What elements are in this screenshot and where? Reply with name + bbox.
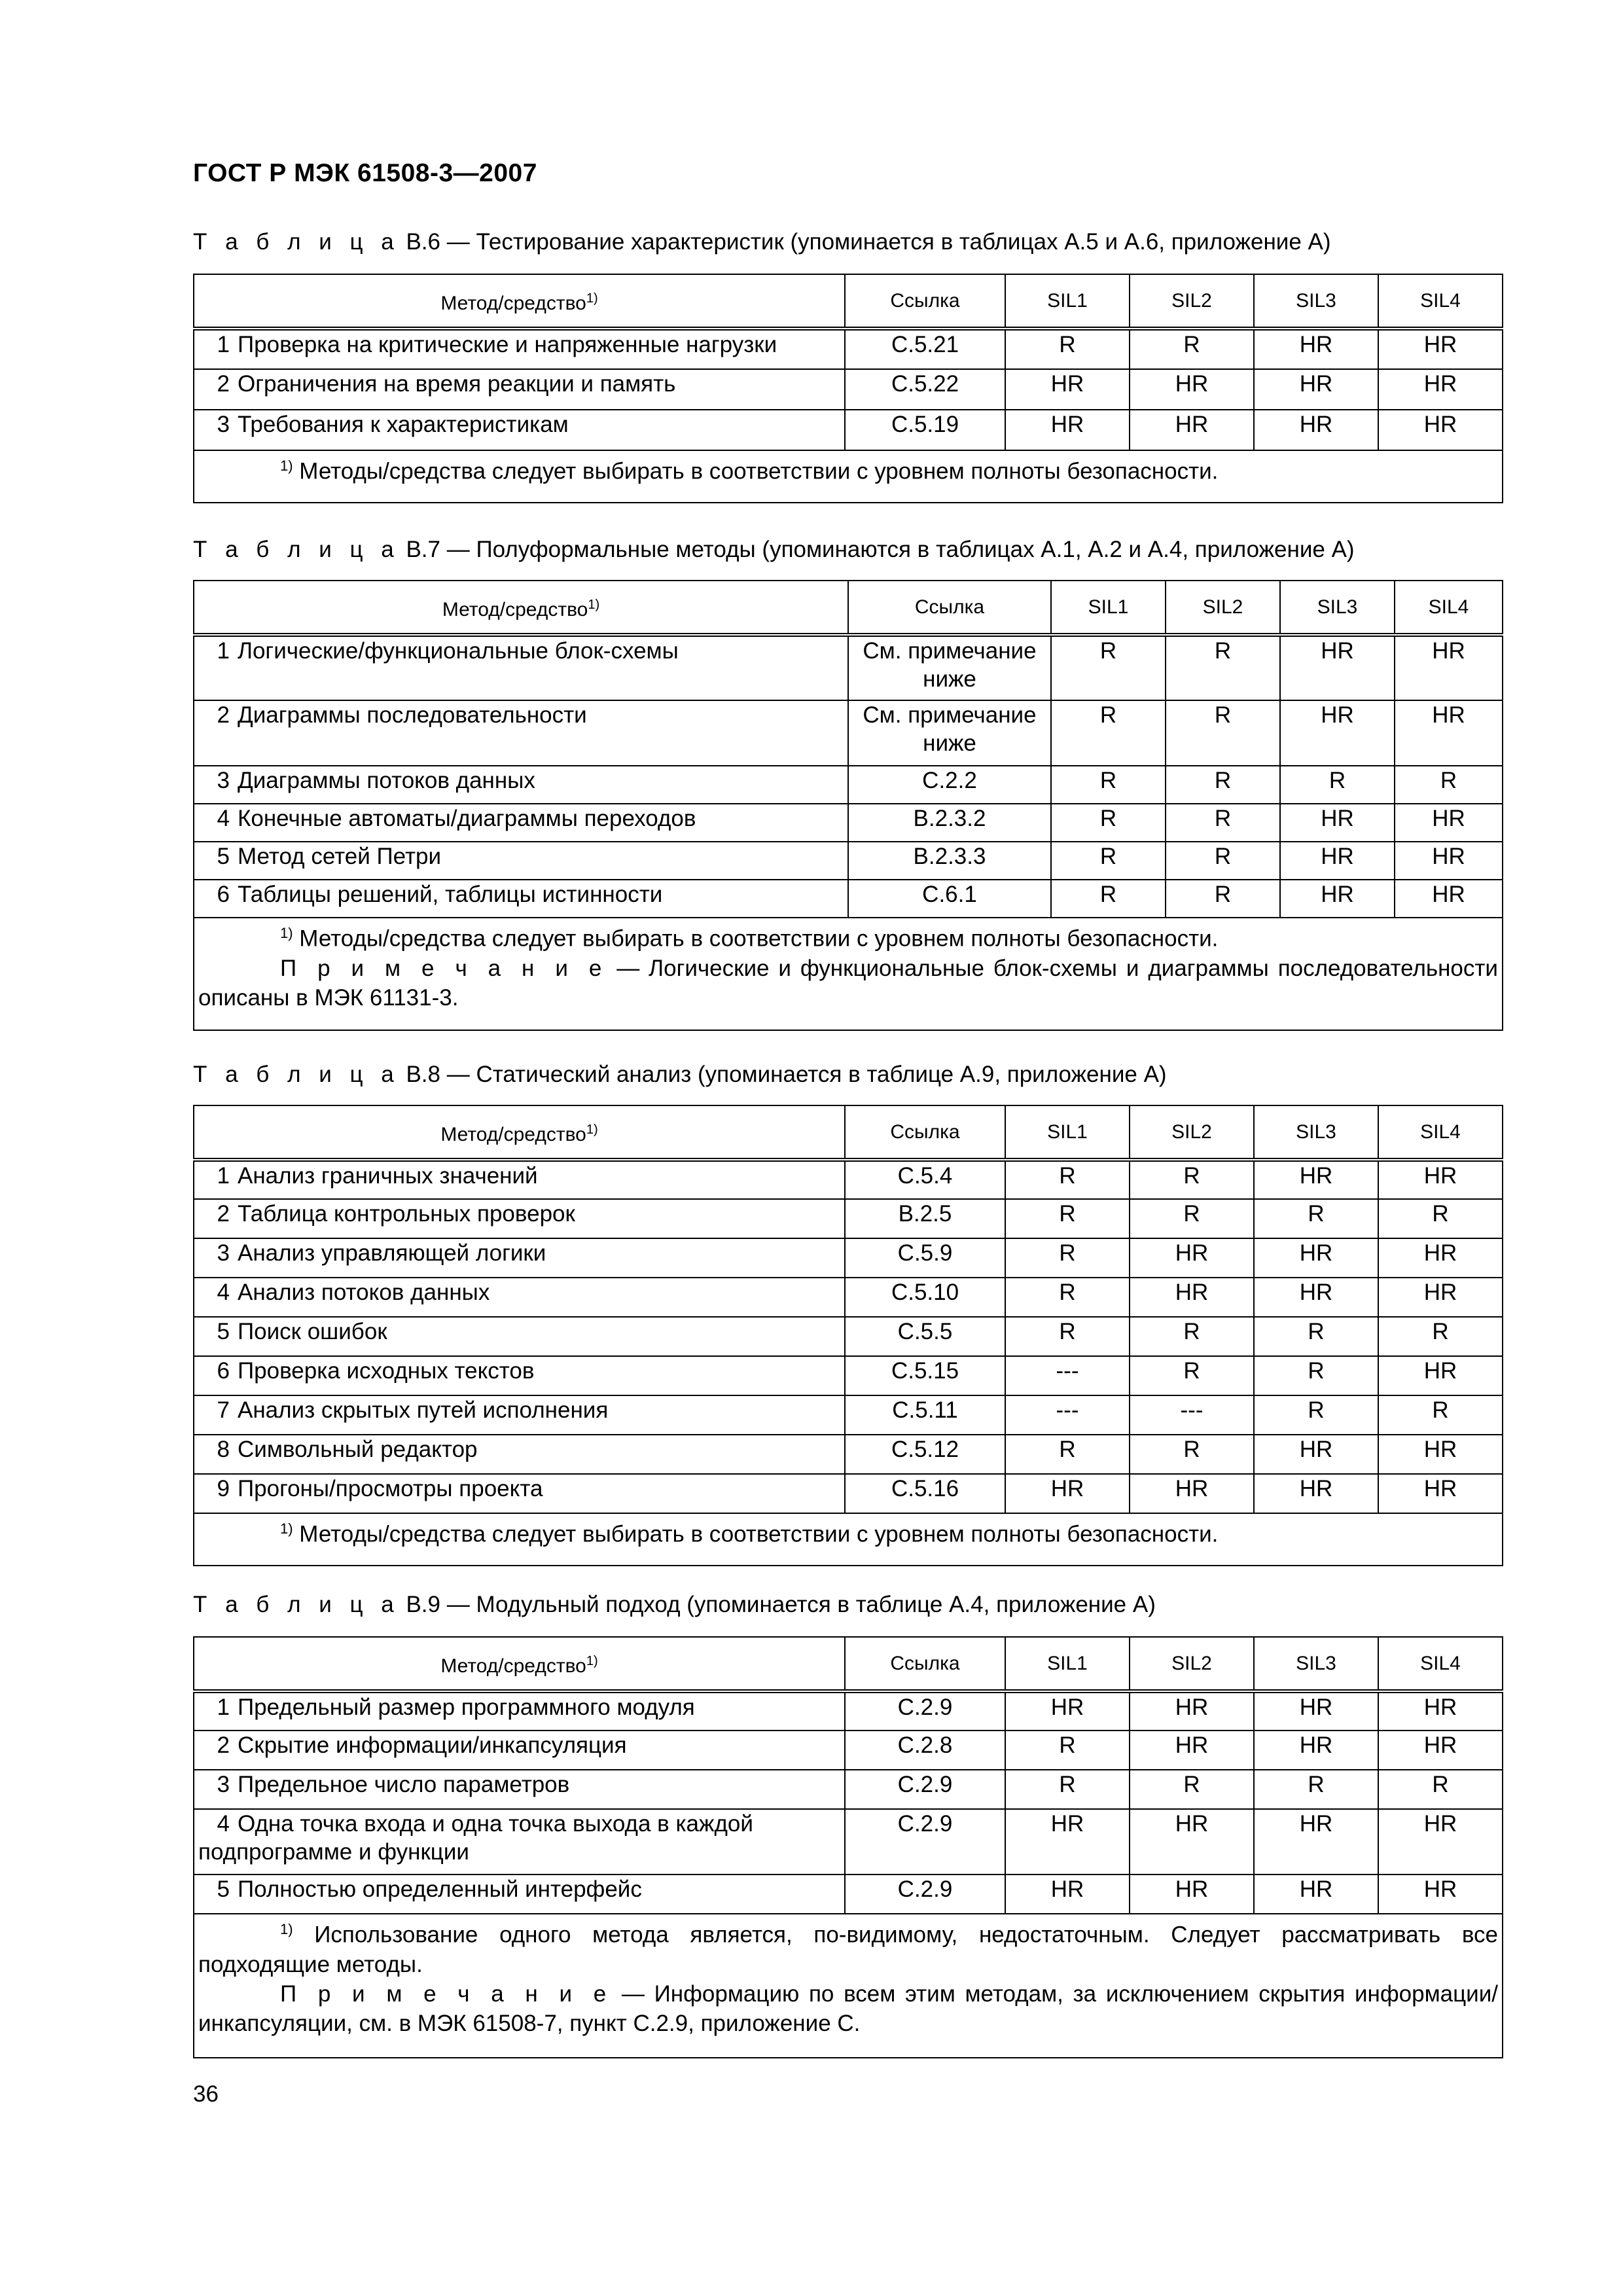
table-notes [194,1513,1503,1566]
table-header-row [194,581,1503,635]
column-header-method-label: Метод/средство [440,1123,586,1145]
table-row [194,1874,1503,1914]
sil3-cell: HR [1254,329,1378,369]
sil2-cell: HR [1130,1731,1254,1770]
method-name: Символьный редактор [238,1437,478,1462]
column-header-method-label: Метод/средство [442,598,588,620]
ref-cell: C.5.19 [845,410,1005,450]
sil3-cell: R [1254,1199,1378,1238]
sil2-cell: R [1130,1199,1254,1238]
column-header-method [194,1105,845,1160]
method-name: Полностью определенный интерфейс [238,1876,642,1902]
row-number: 1 [217,332,230,357]
column-header-sil4: SIL4 [1378,1637,1503,1691]
method-name-cell [194,1395,845,1435]
row-number: 4 [217,1811,230,1837]
sil1-cell: HR [1005,1874,1130,1914]
method-name-cell [194,1199,845,1238]
sil1-cell: R [1005,1238,1130,1278]
table-row [194,1809,1503,1874]
footnote-marker: 1) [280,1520,293,1537]
ref-cell: C.5.5 [845,1317,1005,1356]
ref-cell: C.5.22 [845,369,1005,410]
method-name: Анализ управляющей логики [238,1240,546,1266]
footnote [198,918,1498,954]
sil3-cell: HR [1254,410,1378,450]
method-name-cell [194,880,848,918]
table-row [194,1770,1503,1809]
sil3-cell: HR [1254,1474,1378,1513]
sil4-cell: R [1378,1199,1503,1238]
sil4-cell: HR [1378,1435,1503,1474]
sil1-cell: --- [1005,1356,1130,1395]
row-number: 1 [217,1695,230,1720]
sil1-cell: R [1005,1435,1130,1474]
row-number: 4 [217,1280,230,1305]
row-number: 2 [217,371,230,397]
column-header-method [194,274,845,329]
ref-cell: C.5.21 [845,329,1005,369]
sil3-cell: HR [1280,700,1395,766]
method-name: Диаграммы последовательности [238,702,587,728]
sil2-cell: HR [1130,410,1254,450]
note-text: — Информацию по всем этим методам, за исключением скрытия информации/инкапсуляции, см. в МЭК 61508-7, пункт С.2.9, приложение С. [198,1981,1498,2036]
table-header-row [194,1637,1503,1691]
methods-table [193,580,1503,1031]
method-name: Таблицы решений, таблицы истинности [238,882,663,907]
table-row [194,1395,1503,1435]
method-name-cell [194,1160,845,1199]
sil2-cell: HR [1130,1691,1254,1731]
table-row [194,1474,1503,1513]
table-caption-label: Т а б л и ц а [193,537,400,562]
sil1-cell: R [1051,842,1166,880]
table-row [194,410,1503,450]
method-name-cell [194,369,845,410]
table-caption [193,537,1355,563]
table-row [194,1731,1503,1770]
row-number: 8 [217,1437,230,1462]
method-name-cell [194,1356,845,1395]
sil1-cell: HR [1005,410,1130,450]
method-name: Таблица контрольных проверок [238,1201,575,1227]
row-number: 2 [217,1732,230,1758]
sil3-cell: HR [1254,1160,1378,1199]
sil2-cell: R [1166,880,1280,918]
table-row [194,1691,1503,1731]
method-name-cell [194,1238,845,1278]
table-caption-text: B.8 — Статический анализ (упоминается в таблице А.9, приложение А) [399,1062,1167,1087]
method-name: Анализ потоков данных [238,1280,490,1305]
sil4-cell: HR [1378,369,1503,410]
table-footnote-row [194,918,1503,1030]
table-note [198,954,1498,1013]
note-text: — Логические и функциональные блок-схемы и диаграммы последовательности описаны в МЭК 61131-3. [198,955,1498,1011]
method-name: Ограничения на время реакции и память [238,371,676,397]
sil1-cell: --- [1005,1395,1130,1435]
sil4-cell: HR [1378,1278,1503,1317]
methods-table [193,1105,1503,1566]
table-footnote-row [194,450,1503,503]
sil2-cell: HR [1130,1809,1254,1874]
row-number: 6 [217,1358,230,1384]
sil4-cell: HR [1378,1356,1503,1395]
ref-cell: C.6.1 [848,880,1051,918]
ref-cell: См. примечание ниже [848,700,1051,766]
table-caption [193,229,1331,255]
column-header-sil2: SIL2 [1166,581,1280,635]
sil2-cell: R [1166,766,1280,804]
sil1-cell: R [1005,1278,1130,1317]
sil4-cell: HR [1395,700,1503,766]
sil1-cell: R [1005,1731,1130,1770]
method-name: Диаграммы потоков данных [238,768,535,793]
document-header: ГОСТ Р МЭК 61508-3—2007 [193,159,537,187]
row-number: 3 [217,1772,230,1797]
table-row [194,1199,1503,1238]
sil3-cell: R [1254,1770,1378,1809]
sil1-cell: HR [1005,369,1130,410]
method-name: Поиск ошибок [238,1319,387,1344]
table-row [194,1356,1503,1395]
method-name-cell [194,1809,845,1874]
sil2-cell: HR [1130,369,1254,410]
sil3-cell: HR [1254,1731,1378,1770]
ref-cell: C.5.15 [845,1356,1005,1395]
row-number: 2 [217,1201,230,1227]
table-footnote-row [194,1513,1503,1566]
column-header-method-label: Метод/средство [440,292,586,314]
ref-cell: C.2.9 [845,1691,1005,1731]
sil1-cell: R [1005,1770,1130,1809]
row-number: 4 [217,806,230,831]
column-header-ref: Ссылка [845,1637,1005,1691]
sil1-cell: R [1051,804,1166,842]
footnote [198,451,1498,486]
footnote-text: Использование одного метода является, по-видимому, недостаточным. Следует рассматривать все подходящие методы. [198,1922,1498,1977]
column-header-sil4: SIL4 [1378,1105,1503,1160]
sil1-cell: R [1051,880,1166,918]
ref-cell: C.5.9 [845,1238,1005,1278]
method-name-cell [194,1874,845,1914]
sil4-cell: HR [1378,1160,1503,1199]
column-header-sil1: SIL1 [1005,274,1130,329]
sil4-cell: HR [1395,880,1503,918]
column-header-ref: Ссылка [848,581,1051,635]
ref-cell: C.2.9 [845,1809,1005,1874]
sil2-cell: R [1130,1435,1254,1474]
footnote-marker: 1) [586,1653,598,1668]
table-notes [194,450,1503,503]
sil1-cell: R [1051,635,1166,700]
column-header-sil3: SIL3 [1254,1105,1378,1160]
method-name: Логические/функциональные блок-схемы [238,638,679,664]
column-header-sil3: SIL3 [1280,581,1395,635]
method-name-cell [194,635,848,700]
ref-cell: B.2.3.3 [848,842,1051,880]
row-number: 2 [217,702,230,728]
sil3-cell: R [1280,766,1395,804]
table-row [194,635,1503,700]
table-footnote-row [194,1914,1503,2058]
table-caption-label: Т а б л и ц а [193,1592,400,1617]
sil3-cell: HR [1254,1874,1378,1914]
footnote-marker: 1) [588,597,600,612]
row-number: 9 [217,1476,230,1501]
table-row [194,1317,1503,1356]
sil4-cell: R [1378,1317,1503,1356]
sil1-cell: HR [1005,1809,1130,1874]
method-name: Анализ скрытых путей исполнения [238,1397,609,1423]
method-name: Метод сетей Петри [238,844,442,869]
sil3-cell: HR [1280,842,1395,880]
sil2-cell: R [1130,1317,1254,1356]
footnote-marker: 1) [586,291,598,306]
ref-cell: C.2.8 [845,1731,1005,1770]
note-label: П р и м е ч а н и е [280,955,608,981]
method-name-cell [194,1278,845,1317]
table-caption-label: Т а б л и ц а [193,1062,400,1087]
sil3-cell: R [1254,1317,1378,1356]
table-caption [193,1592,1156,1618]
footnote-text: Методы/средства следует выбирать в соответствии с уровнем полноты безопасности. [293,1521,1219,1547]
table-header-row [194,274,1503,329]
row-number: 1 [217,1163,230,1189]
sil3-cell: HR [1254,1238,1378,1278]
row-number: 5 [217,1876,230,1902]
sil2-cell: R [1130,1770,1254,1809]
column-header-method-label: Метод/средство [440,1655,586,1677]
sil4-cell: HR [1378,1238,1503,1278]
method-name: Требования к характеристикам [238,412,569,437]
sil4-cell: R [1395,766,1503,804]
sil1-cell: HR [1005,1691,1130,1731]
table-row [194,700,1503,766]
sil4-cell: HR [1378,1691,1503,1731]
ref-cell: См. примечание ниже [848,635,1051,700]
table-note [198,1979,1498,2038]
sil3-cell: HR [1280,635,1395,700]
method-name-cell [194,1731,845,1770]
sil2-cell: HR [1130,1278,1254,1317]
sil2-cell: R [1130,1160,1254,1199]
table-row [194,1160,1503,1199]
method-name: Анализ граничных значений [238,1163,538,1189]
ref-cell: C.5.16 [845,1474,1005,1513]
sil4-cell: R [1378,1395,1503,1435]
ref-cell: C.5.11 [845,1395,1005,1435]
sil1-cell: R [1005,1317,1130,1356]
sil4-cell: HR [1378,1731,1503,1770]
method-name: Предельное число параметров [238,1772,570,1797]
method-name: Скрытие информации/инкапсуляция [238,1732,627,1758]
footnote [198,1914,1498,1979]
method-name-cell [194,700,848,766]
ref-cell: C.2.9 [845,1770,1005,1809]
ref-cell: B.2.3.2 [848,804,1051,842]
method-name: Предельный размер программного модуля [238,1695,695,1720]
sil4-cell: HR [1378,1874,1503,1914]
sil3-cell: HR [1280,880,1395,918]
ref-cell: C.5.12 [845,1435,1005,1474]
method-name-cell [194,804,848,842]
ref-cell: C.5.10 [845,1278,1005,1317]
sil2-cell: HR [1130,1238,1254,1278]
table-row [194,329,1503,369]
sil3-cell: HR [1254,369,1378,410]
sil3-cell: R [1254,1395,1378,1435]
column-header-sil4: SIL4 [1378,274,1503,329]
sil2-cell: --- [1130,1395,1254,1435]
sil4-cell: HR [1378,1474,1503,1513]
method-name-cell [194,842,848,880]
column-header-sil3: SIL3 [1254,1637,1378,1691]
column-header-sil1: SIL1 [1005,1105,1130,1160]
row-number: 3 [217,1240,230,1266]
method-name: Конечные автоматы/диаграммы переходов [238,806,696,831]
method-name-cell [194,1770,845,1809]
sil3-cell: HR [1254,1278,1378,1317]
table-caption-text: B.7 — Полуформальные методы (упоминаются в таблицах А.1, А.2 и А.4, приложение А) [399,537,1355,562]
row-number: 5 [217,1319,230,1344]
table-row [194,880,1503,918]
column-header-sil1: SIL1 [1051,581,1166,635]
column-header-method [194,1637,845,1691]
column-header-sil2: SIL2 [1130,1637,1254,1691]
table-row [194,1238,1503,1278]
sil1-cell: R [1005,329,1130,369]
row-number: 6 [217,882,230,907]
sil2-cell: R [1130,329,1254,369]
ref-cell: C.2.2 [848,766,1051,804]
sil4-cell: HR [1378,1809,1503,1874]
method-name-cell [194,1474,845,1513]
table-caption-label: Т а б л и ц а [193,229,400,255]
ref-cell: B.2.5 [845,1199,1005,1238]
table-row [194,766,1503,804]
sil2-cell: R [1130,1356,1254,1395]
table-notes [194,918,1503,1030]
sil1-cell: R [1005,1199,1130,1238]
sil2-cell: R [1166,804,1280,842]
table-row [194,1435,1503,1474]
table-row [194,842,1503,880]
sil4-cell: HR [1378,410,1503,450]
sil3-cell: HR [1280,804,1395,842]
column-header-sil2: SIL2 [1130,274,1254,329]
sil3-cell: HR [1254,1809,1378,1874]
column-header-method [194,581,848,635]
sil2-cell: HR [1130,1874,1254,1914]
sil2-cell: R [1166,700,1280,766]
table-row [194,369,1503,410]
sil1-cell: HR [1005,1474,1130,1513]
column-header-sil2: SIL2 [1130,1105,1254,1160]
page-number: 36 [193,2081,219,2107]
sil4-cell: HR [1378,329,1503,369]
table-header-row [194,1105,1503,1160]
sil4-cell: HR [1395,842,1503,880]
sil4-cell: R [1378,1770,1503,1809]
method-name-cell [194,1317,845,1356]
column-header-sil3: SIL3 [1254,274,1378,329]
footnote-marker: 1) [586,1122,598,1137]
row-number: 3 [217,412,230,437]
method-name: Проверка на критические и напряженные нагрузки [238,332,777,357]
column-header-sil4: SIL4 [1395,581,1503,635]
sil3-cell: R [1254,1356,1378,1395]
table-notes [194,1914,1503,2058]
sil2-cell: HR [1130,1474,1254,1513]
footnote-marker: 1) [280,457,293,474]
method-name-cell [194,1691,845,1731]
sil3-cell: HR [1254,1435,1378,1474]
row-number: 7 [217,1397,230,1423]
note-label: П р и м е ч а н и е [280,1981,613,2007]
sil1-cell: R [1051,700,1166,766]
footnote-marker: 1) [280,925,293,941]
table-caption-text: B.6 — Тестирование характеристик (упоминается в таблицах А.5 и А.6, приложение А) [399,229,1331,255]
row-number: 5 [217,844,230,869]
sil2-cell: R [1166,635,1280,700]
method-name: Проверка исходных текстов [238,1358,535,1384]
ref-cell: C.5.4 [845,1160,1005,1199]
table-caption [193,1062,1167,1088]
table-row [194,1278,1503,1317]
footnote-marker: 1) [280,1921,293,1937]
method-name-cell [194,329,845,369]
column-header-ref: Ссылка [845,274,1005,329]
sil1-cell: R [1005,1160,1130,1199]
sil2-cell: R [1166,842,1280,880]
methods-table [193,1636,1503,2058]
table-caption-text: B.9 — Модульный подход (упоминается в таблице А.4, приложение А) [399,1592,1156,1617]
sil4-cell: HR [1395,635,1503,700]
method-name: Одна точка входа и одна точка выхода в каждой подпрограмме и функции [198,1811,753,1865]
method-name-cell [194,1435,845,1474]
method-name-cell [194,766,848,804]
table-row [194,804,1503,842]
footnote-text: Методы/средства следует выбирать в соответствии с уровнем полноты безопасности. [293,925,1219,952]
sil4-cell: HR [1395,804,1503,842]
row-number: 3 [217,768,230,793]
column-header-sil1: SIL1 [1005,1637,1130,1691]
footnote-text: Методы/средства следует выбирать в соответствии с уровнем полноты безопасности. [293,458,1219,484]
method-name: Прогоны/просмотры проекта [238,1476,543,1501]
row-number: 1 [217,638,230,664]
sil3-cell: HR [1254,1691,1378,1731]
method-name-cell [194,410,845,450]
footnote [198,1514,1498,1549]
methods-table [193,274,1503,503]
sil1-cell: R [1051,766,1166,804]
ref-cell: C.2.9 [845,1874,1005,1914]
column-header-ref: Ссылка [845,1105,1005,1160]
